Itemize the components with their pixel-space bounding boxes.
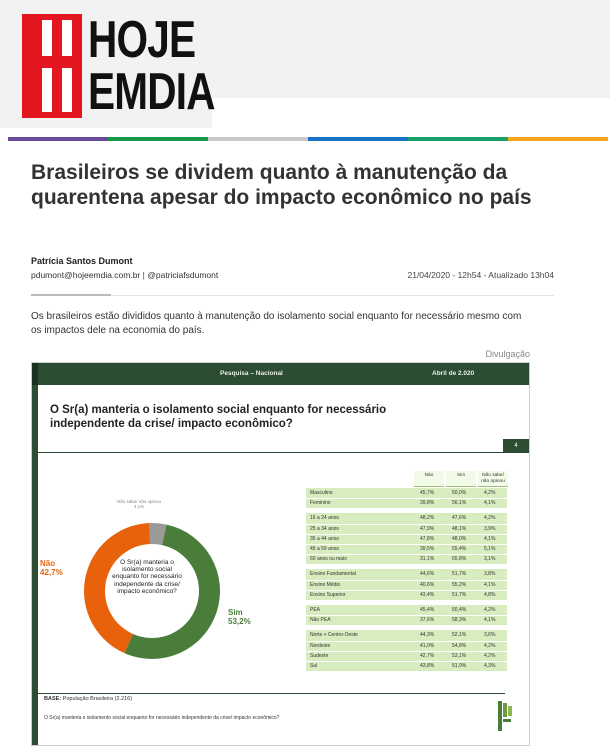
stripe-segment xyxy=(308,137,408,141)
label-nao-text: Não xyxy=(40,559,56,568)
table-row xyxy=(306,513,507,523)
table-cell: 44,3% xyxy=(420,632,435,639)
image-credit: Divulgação xyxy=(485,349,530,359)
table-row xyxy=(306,651,507,661)
table-cell: 48,2% xyxy=(420,515,435,522)
table-row-label: Sudeste xyxy=(310,652,329,659)
table-cell: 45,7% xyxy=(420,490,435,496)
logo-h-mark xyxy=(22,14,82,118)
pollster-logo xyxy=(498,701,516,731)
table-cell: 43,4% xyxy=(420,591,435,598)
table-cell: 52,1% xyxy=(452,632,467,639)
survey-date: Abril de 2.020 xyxy=(432,370,475,377)
table-cell: 37,6% xyxy=(420,617,435,624)
table-cell: 4,2% xyxy=(484,490,496,496)
stripe-segment xyxy=(108,137,208,141)
site-header xyxy=(0,0,610,128)
table-cell: 4,3% xyxy=(484,663,496,669)
donut-center-text: O Sr(a) manteria o isolamento social enquanto for necessário independente da crise/ impacto econômico? xyxy=(112,559,182,595)
site-logo[interactable] xyxy=(22,11,215,121)
table-row-label: PEA xyxy=(310,607,321,613)
table-cell: 53,1% xyxy=(452,652,467,659)
table-row-label: Não PEA xyxy=(310,617,331,624)
table-cell: 4,1% xyxy=(484,581,496,588)
table-cell: 51,7% xyxy=(452,591,467,598)
table-cell: 3,9% xyxy=(484,525,496,532)
table-row xyxy=(306,534,507,544)
table-cell: 4,1% xyxy=(484,617,496,624)
table-row xyxy=(306,615,507,625)
infographic-side-bar xyxy=(32,385,38,746)
table-row xyxy=(306,580,507,590)
table-row xyxy=(306,554,507,564)
survey-scope: Pesquisa – Nacional xyxy=(220,370,283,377)
survey-question: O Sr(a) manteria o isolamento social enquanto for necessário independente da crise/ impacto econômico? xyxy=(50,404,387,430)
table-row-label: Sul xyxy=(310,663,318,669)
table-cell: 43,8% xyxy=(420,663,435,669)
survey-infographic[interactable] xyxy=(31,362,530,746)
label-sim xyxy=(228,608,251,626)
infographic-top-bar xyxy=(32,363,529,385)
table-row-label: Masculino xyxy=(310,490,333,496)
author-email-link[interactable]: pdumont@hojeemdia.com.br xyxy=(31,270,141,280)
table-cell: 4,2% xyxy=(484,607,496,613)
stripe-segment xyxy=(508,137,608,141)
table-cell: 55,2% xyxy=(452,581,467,588)
slide-page-number: 4 xyxy=(503,439,529,453)
label-nao xyxy=(40,559,63,577)
table-cell: 55,4% xyxy=(452,546,467,552)
table-header: Não xyxy=(414,471,444,487)
table-row xyxy=(306,569,507,579)
table-cell: 56,1% xyxy=(452,500,467,507)
table-cell: 39,8% xyxy=(420,500,435,507)
table-cell: 3,8% xyxy=(484,571,496,578)
author-contact xyxy=(31,270,218,280)
table-cell: 40,6% xyxy=(420,581,435,588)
divider-accent xyxy=(31,294,111,296)
table-cell: 4,1% xyxy=(484,535,496,542)
stripe-segment xyxy=(408,137,508,141)
table-cell: 45,4% xyxy=(420,607,435,613)
footer-rule xyxy=(38,693,505,694)
table-cell: 44,6% xyxy=(420,571,435,578)
table-row xyxy=(306,544,507,554)
logo-word-emdia: EMDIA xyxy=(88,63,215,121)
table-cell: 3,6% xyxy=(484,632,496,639)
table-row-label: Ensino Superior xyxy=(310,591,346,598)
table-row xyxy=(306,630,507,640)
table-row-label: Feminino xyxy=(310,500,331,507)
author-twitter-link[interactable]: @patriciafsdumont xyxy=(147,270,219,280)
base-label: BASE: xyxy=(44,696,62,702)
table-row-label: Norte + Centro-Oeste xyxy=(310,632,358,639)
table-cell: 47,6% xyxy=(452,515,467,522)
label-nao-sabe: Não sabe/ não opinou 4,1% xyxy=(116,499,162,509)
table-cell: 54,8% xyxy=(452,642,467,649)
table-cell: 47,8% xyxy=(420,535,435,542)
logo-word-hoje: HOJE xyxy=(88,11,196,69)
table-row-label: 25 a 34 anos xyxy=(310,525,339,532)
table-cell: 4,1% xyxy=(484,500,496,507)
table-cell: 3,1% xyxy=(484,556,496,563)
table-cell: 4,2% xyxy=(484,642,496,649)
table-cell: 65,8% xyxy=(452,556,467,563)
table-row xyxy=(306,488,507,498)
table-row xyxy=(306,641,507,651)
table-row xyxy=(306,590,507,600)
label-sim-value: 53,2% xyxy=(228,617,251,626)
table-cell: 48,0% xyxy=(452,535,467,542)
footer-question: O Sr(a) manteria o isolamento social enquanto for necessário independente da crise/ impacto econômico? xyxy=(44,715,280,721)
survey-base xyxy=(44,696,132,702)
article-headline: Brasileiros se dividem quanto à manutenção da quarentena apesar do impacto econômico no país xyxy=(31,161,532,209)
table-cell: 4,2% xyxy=(484,652,496,659)
table-cell: 4,2% xyxy=(484,515,496,522)
publish-date: 21/04/2020 - 12h54 - Atualizado 13h04 xyxy=(407,270,554,280)
table-cell: 58,3% xyxy=(452,617,467,624)
table-header: Não sabe/ não opinou xyxy=(478,471,508,487)
question-rule xyxy=(38,452,505,453)
table-cell: 5,1% xyxy=(484,546,496,552)
table-cell: 39,5% xyxy=(420,546,435,552)
table-row-label: Nordeste xyxy=(310,642,331,649)
label-nao-value: 42,7% xyxy=(40,568,63,577)
table-cell: 42,7% xyxy=(420,652,435,659)
table-cell: 4,8% xyxy=(484,591,496,598)
contact-separator: | xyxy=(142,270,145,280)
table-cell: 41,0% xyxy=(420,642,435,649)
table-cell: 47,9% xyxy=(420,525,435,532)
table-cell: 50,4% xyxy=(452,607,467,613)
header-background-right xyxy=(212,0,610,98)
table-row-label: 35 a 44 anos xyxy=(310,535,339,542)
table-row-label: Ensino Fundamental xyxy=(310,571,356,578)
stripe-segment xyxy=(8,137,108,141)
table-cell: 50,0% xyxy=(452,490,467,496)
table-row-label: 60 anos ou mais xyxy=(310,556,347,563)
table-cell: 51,9% xyxy=(452,663,467,669)
base-text: População Brasileira (2.216) xyxy=(62,696,133,702)
table-header: Sim xyxy=(446,471,476,487)
article-lead: Os brasileiros estão divididos quanto à manutenção do isolamento social enquanto for necessário mesmo com os impactos dele na economia do país. xyxy=(31,311,522,336)
stripe-segment xyxy=(208,137,308,141)
table-row xyxy=(306,524,507,534)
table-cell: 48,1% xyxy=(452,525,467,532)
table-row-label: Ensino Médio xyxy=(310,581,341,588)
table-row xyxy=(306,605,507,615)
table-cell: 51,7% xyxy=(452,571,467,578)
table-row xyxy=(306,661,507,671)
table-row-label: 45 a 59 anos xyxy=(310,546,339,552)
color-stripe xyxy=(8,137,608,141)
table-row-label: 16 a 24 anos xyxy=(310,515,339,522)
label-sim-text: Sim xyxy=(228,608,243,617)
table-cell: 31,1% xyxy=(420,556,435,563)
table-row xyxy=(306,498,507,508)
author-name: Patrícia Santos Dumont xyxy=(31,256,133,266)
